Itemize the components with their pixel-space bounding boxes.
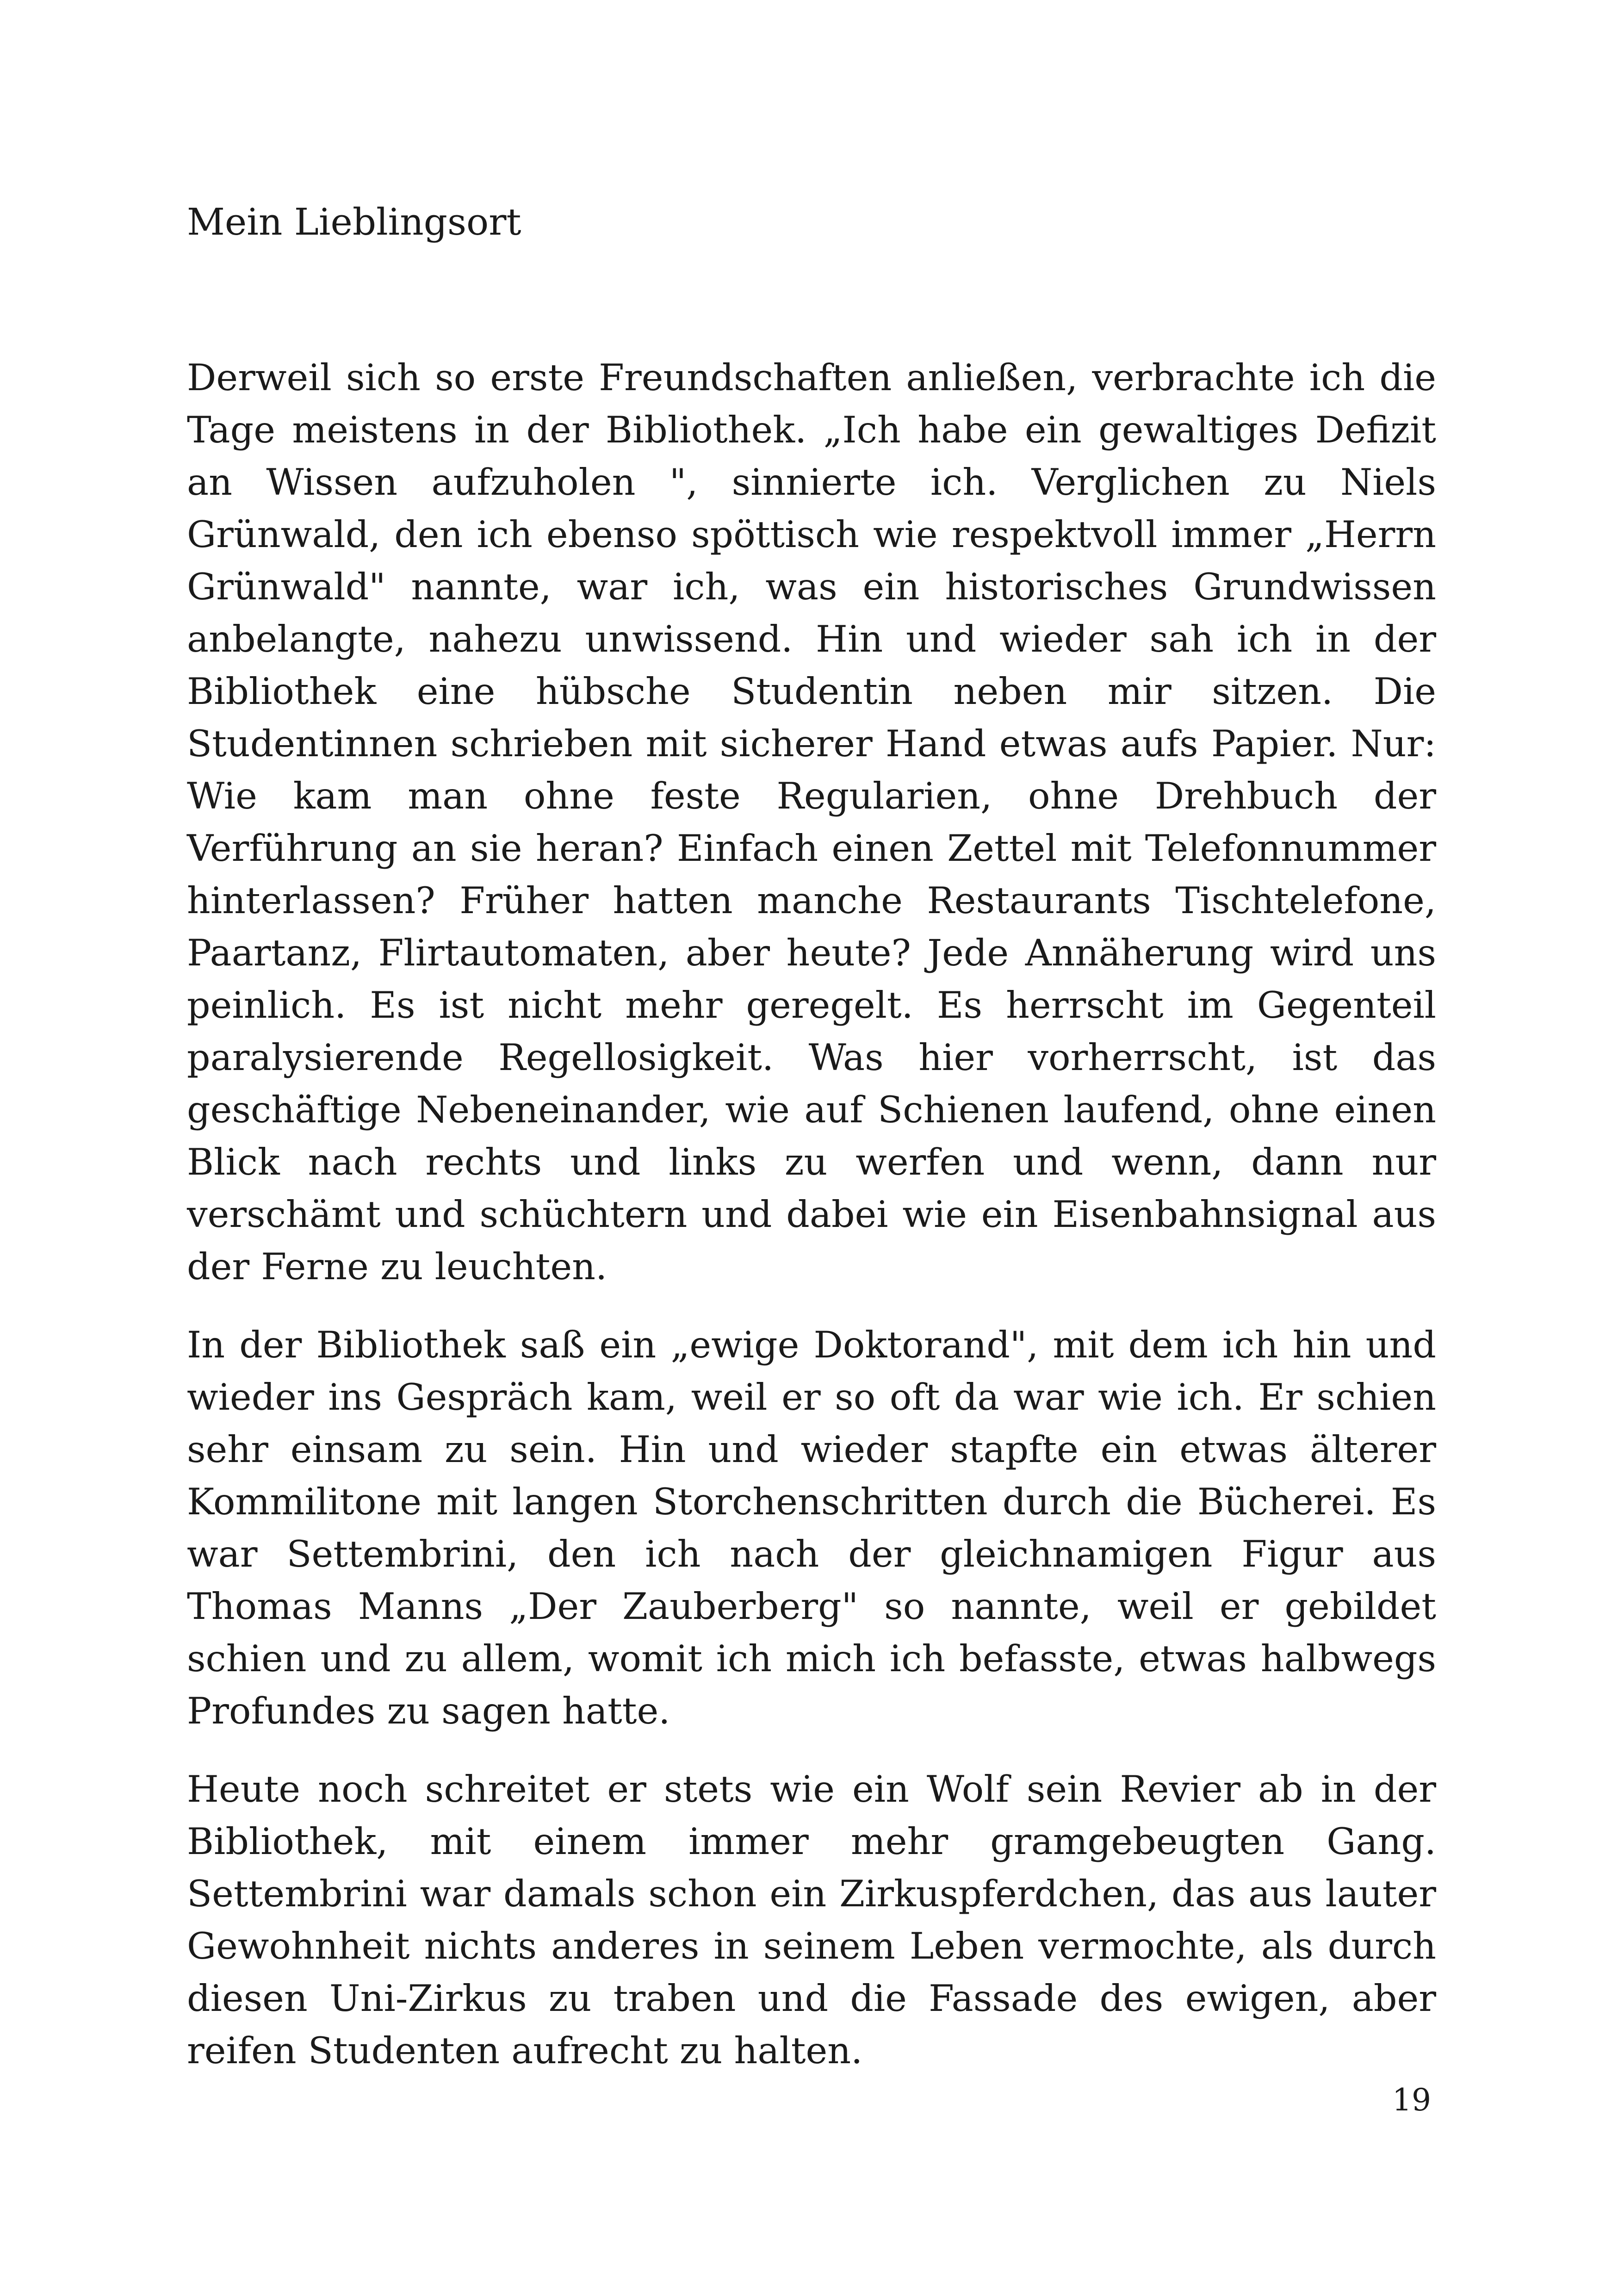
- paragraph-3: Heute noch schreitet er stets wie ein Wolf sein Revier ab in der Bibliothek, mit einem immer mehr gramgebeugten Gang. Settembrini war damals schon ein Zirkuspferdchen, das aus lauter Gewohnheit nichts anderes in seinem Leben vermochte, als durch diesen Uni-Zirkus zu traben und die Fassade des ewigen, aber reifen Studenten aufrecht zu halten.: [187, 1768, 1436, 2072]
- page-number: 19: [1392, 2082, 1431, 2118]
- paragraph-1: Derweil sich so erste Freundschaften anließen, verbrachte ich die Tage meistens in der Bibliothek. „Ich habe ein gewaltiges Defizit an Wissen aufzuholen ", sinnierte ich. Verglichen zu Niels Grünwald, den ich ebenso spöttisch wie respektvoll immer „Herrn Grünwald" nannte, war ich, was ein historisches Grundwissen anbelangte, nahezu unwissend. Hin und wieder sah ich in der Bibliothek eine hübsche Studentin neben mir sitzen. Die Studentinnen schrieben mit sicherer Hand etwas aufs Papier. Nur: Wie kam man ohne feste Regularien, ohne Drehbuch der Verführung an sie heran? Einfach einen Zettel mit Telefonnummer hinterlassen? Früher hatten manche Restaurants Tischtelefone, Paartanz, Flirtautomaten, aber heute? Jede Annäherung wird uns peinlich. Es ist nicht mehr geregelt. Es herrscht im Gegenteil paralysierende Regellosigkeit. Was hier vorherrscht, ist das geschäftige Nebeneinander, wie auf Schienen laufend, ohne einen Blick nach rechts und links zu werfen und wenn, dann nur verschämt und schüchtern und dabei wie ein Eisenbahnsignal aus der Ferne zu leuchten.: [187, 356, 1436, 1288]
- body-text: [187, 352, 1436, 2103]
- paragraph-2: In der Bibliothek saß ein „ewige Doktorand", mit dem ich hin und wieder ins Gespräch kam, weil er so oft da war wie ich. Er schien sehr einsam zu sein. Hin und wieder stapfte ein etwas älterer Kommilitone mit langen Storchenschritten durch die Bücherei. Es war Settembrini, den ich nach der gleichnamigen Figur aus Thomas Manns „Der Zauberberg" so nannte, weil er gebildet schien und zu allem, womit ich mich ich befasste, etwas halbwegs Profundes zu sagen hatte.: [187, 1324, 1436, 1732]
- chapter-title: Mein Lieblingsort: [187, 200, 521, 243]
